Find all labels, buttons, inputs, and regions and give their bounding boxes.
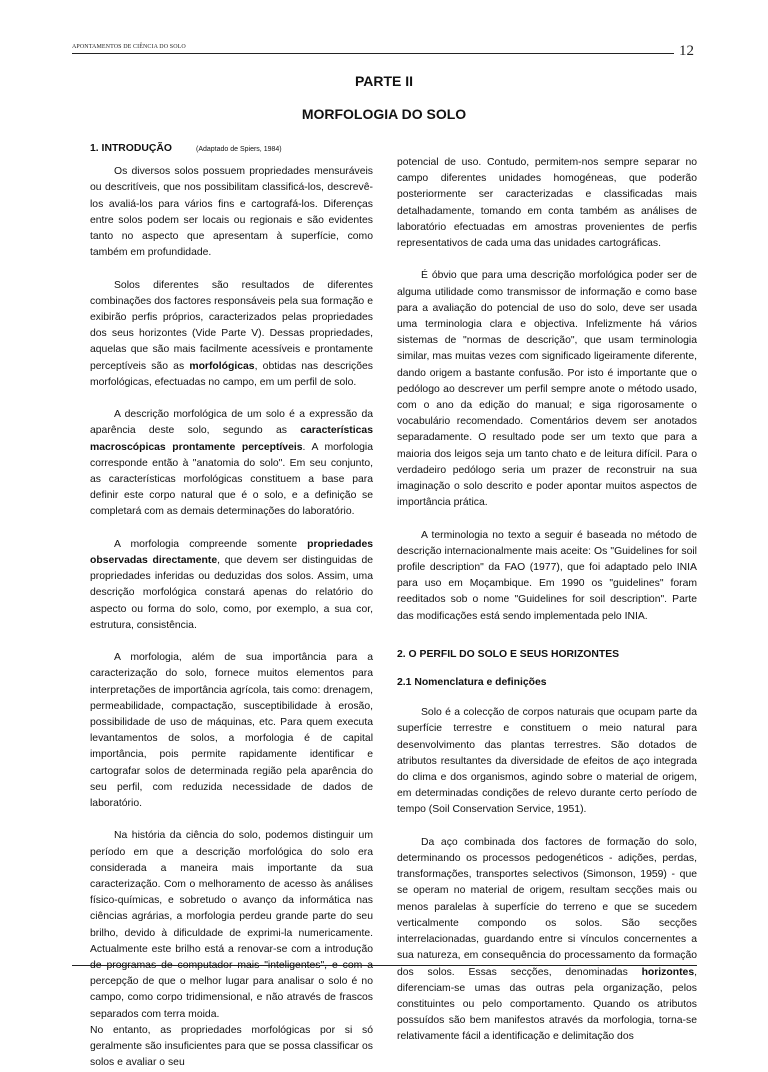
text-run: Da aço combinada dos factores de formação do solo, determinando os processos pedogenéticos - adições, perdas, transformações, transportes selectivos (Simonson, 1959) - que se operam no material de origem, resultam secções mais ou menos paralelas à superfície do terreno e que se sucedem verticalmente compondo os solos. São secções interrelacionadas, guardando entre si vínculos concernentes a sua natureza, em consequência do processamento da formação dos solos. Essas secções, denominadas: [397, 836, 697, 978]
footer-rule: [72, 965, 697, 966]
paragraph: [90, 828, 373, 1022]
paragraph: [397, 528, 697, 625]
page-number: 12: [679, 43, 694, 59]
heading-text: 1. INTRODUÇÃO: [90, 143, 172, 154]
paragraph: [90, 650, 373, 812]
chapter-title: MORFOLOGIA DO SOLO: [301, 106, 467, 122]
text-run: Na história da ciência do solo, podemos distinguir um período em que a descrição morfológica do solo era considerada a maneira mais importante da sua caracterização. Com o melhoramento de acesso às análises físico-químicas, e sobretudo o avanço da informática nas ciências agrárias, a morfologia perdeu grande parte do seu brilho, devido à dificuldade de exprimi-la numericamente. Actualmente este brilho está a renovar-se com a introdução de programas de computador mais "inteligentes", e com a percepção de que o melhor lugar para analisar o solo é no campo, como corpo tridimensional, e não através de frascos separados com terra moida.: [90, 830, 373, 1020]
text-run: , obtidas nas descrições morfológicas, efectuadas no campo, em um perfil de solo.: [90, 360, 373, 388]
text-run: No entanto, as propriedades morfológicas por si só geralmente são insuficientes para que se possa classificar os solos e avaliar o seu: [90, 1024, 373, 1069]
bold-text: morfológicas: [189, 360, 255, 372]
section-heading-perfil: 2. O PERFIL DO SOLO E SEUS HORIZONTES: [397, 648, 620, 660]
text-run: A terminologia no texto a seguir é baseada no método de descrição internacionalmente mais aceite: Os "Guidelines for soil profile description" da FAO (1977), que foi adaptado pelo INIA para uso em Moçambique. Em 1990 os "guidelines" foram reeditados sob o nome "Guidelines for soil description". Parte das modificações está sendo implementada pelo INIA.: [397, 529, 697, 622]
text-run: Os diversos solos possuem propriedades mensuráveis ou descritíveis, que nos possibilitam classificá-los, descrevê-los avaliá-los para vários fins e cartografá-los. Diferenças entre solos podem ser locais ou regionais e são evidentes tanto no aspecto que apresentam à superfície, como também em profundidade.: [90, 166, 373, 259]
text-run: Solos diferentes são resultados de diferentes combinações dos factores responsáveis pela sua formação e exibirão perfis próprios, caracterizados pelas propriedades dos seus horizontes (Vide Parte V). Dessas propriedades, aquelas que são mais facilmente acessíveis e prontamente perceptíveis são as: [90, 279, 373, 372]
text-run: , que devem ser distinguidas de propriedades inferidas ou deduzidas dos solos. Assim, uma descrição morfológica constará apenas do relatório do aspecto ou forma do solo, como, por exemplo, a sua cor, estrutura, consistência.: [90, 555, 373, 631]
paragraph: [397, 835, 697, 1046]
paragraph: [90, 164, 373, 261]
paragraph: [90, 407, 373, 520]
paragraph: [397, 705, 697, 818]
text-run: , diferenciam-se umas das outras pela organização, pelos constituintes ou pelo comportamento. Quando os atributos possuídos são bem manifestos através da morfologia, torna-se relativamente fácil a identificação e delimitação dos: [397, 966, 697, 1043]
text-run: É óbvio que para uma descrição morfológica poder ser de alguma utilidade como transmissor de informação e como base para a avaliação do potencial de uso do solo, deve ser usada uma terminologia clara e objectiva. Infelizmente há vários sistemas de "normas de descrição", que usam terminologia similar, mas muitas vezes com significado ligeiramente diferente, dando origem a bastante confusão. Por isto é importante que o pedólogo ao descrever um perfil sempre anote o método usado, com o ano da edição do manual; e siga rigorosamente o vocabulário recomendado. Comentários devem ser anotados separadamente. O resultado pode ser um texto que para a maioria dos leigos seja um tanto chato e de leitura difícil. Para o verdadeiro pedólogo seria um prazer de reconstruir na sua imaginação o solo descrito e poder apontar muitos aspectos de importância prática.: [397, 270, 697, 509]
text-run: A morfologia compreende somente: [114, 538, 308, 550]
left-column: [90, 141, 373, 1072]
text-run: A descrição morfológica de um solo é a expressão da aparência deste solo, segundo as: [90, 409, 373, 437]
text-run: potencial de uso. Contudo, permitem-nos sempre separar no campo diferentes unidades homogéneas, que poderão posteriormente ser caracterizadas e classificadas mais detalhadamente, tomando em conta também as análises de laboratório efectuadas em amostras provenientes de perfis representativos de cada uma das unidades cartográficas.: [397, 157, 697, 250]
subsection-heading-nomenclatura: 2.1 Nomenclatura e definições: [397, 677, 547, 689]
bold-text: propriedades observadas directamente: [90, 538, 373, 567]
section-heading-introducao: [90, 141, 373, 158]
paragraph: [397, 268, 697, 511]
running-header: APONTAMENTOS DE CIÊNCIA DO SOLO: [72, 44, 186, 50]
text-run: A morfologia, além de sua importância para a caracterização do solo, fornece muitos elementos para interpretações de importância agrícola, tais como: drenagem, permeabilidade, compactação, susceptibilidade à erosão, possibilidade de uso de máquinas, etc. Para quem executa levantamentos de solos, a morfologia é de capital importância, pois permite rapidamente identificar e cartografar solos de determinada região pela aparência do seu perfil, com reduzida necessidade de dados de laboratório.: [90, 652, 373, 810]
paragraph: [90, 537, 373, 634]
bold-text: horizontes: [641, 966, 695, 978]
header-rule: [72, 53, 674, 54]
paragraph: [90, 1023, 373, 1072]
text-run: Solo é a colecção de corpos naturais que ocupam parte da superfície terrestre e constituem o meio natural para desenvolvimento das plantas terrestres. São dotados de atributos resultantes da diversidade de efeitos de aço integrada do clima e dos organismos, agindo sobre o material de origem, em determinadas condições de relevo durante certo período de tempo (Soil Conservation Service, 1951).: [397, 707, 697, 816]
part-title: PARTE II: [354, 73, 414, 89]
heading-source-note: (Adaptado de Spiers, 1984): [195, 146, 282, 153]
paragraph: [90, 278, 373, 391]
paragraph: [397, 155, 697, 252]
right-column: [397, 155, 697, 1046]
bold-text: características macroscópicas prontamente perceptíveis: [90, 425, 373, 453]
text-run: . A morfologia corresponde então à "anatomia do solo". Em seu conjunto, as características morfológicas constituem a base para definir este corpo natural que é o solo, e a definição se completará com as demais determinações do laboratório.: [90, 441, 373, 518]
